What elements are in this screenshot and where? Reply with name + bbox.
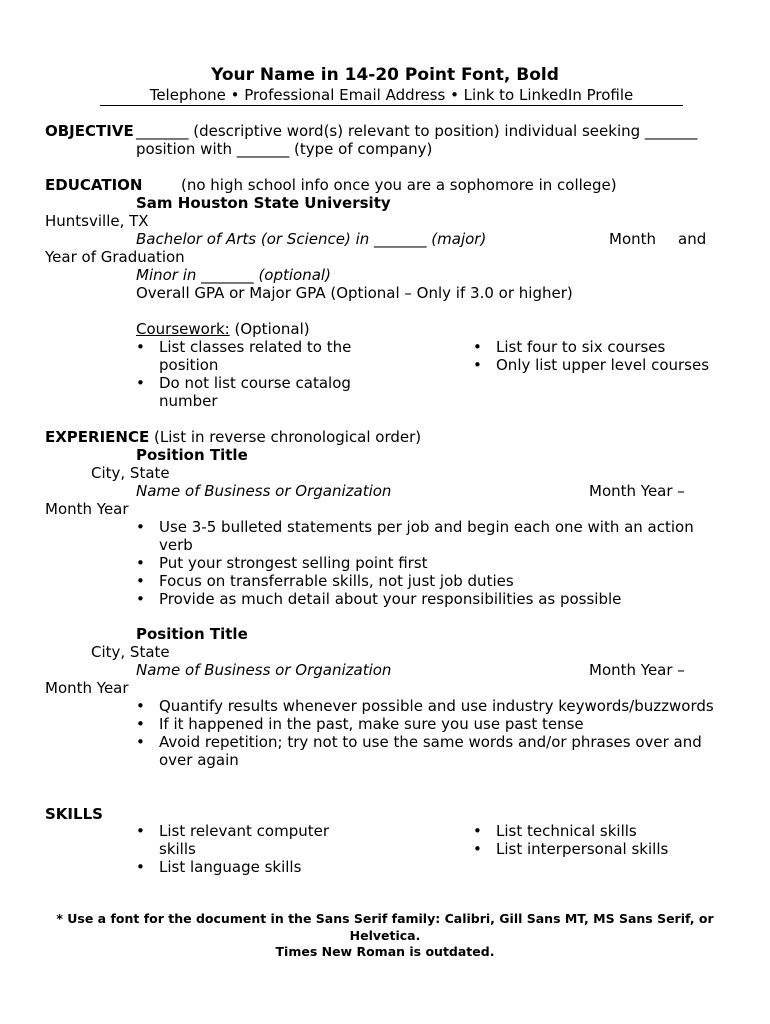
minor: Minor in _______ (optional) — [136, 266, 331, 284]
coursework-note: (Optional) — [229, 320, 310, 338]
job-location: City, State — [91, 464, 170, 482]
school-name: Sam Houston State University — [136, 194, 391, 212]
job-organization: Name of Business or Organization — [136, 482, 392, 500]
graduation-and: and — [678, 230, 707, 248]
job-dates-start: Month Year – — [589, 482, 685, 500]
job-dates-start: Month Year – — [589, 661, 685, 679]
job-1-bullets — [136, 518, 721, 608]
list-item: • List relevant computer skills — [136, 822, 358, 858]
skills-left-list — [136, 822, 358, 876]
experience-heading-line — [45, 428, 421, 446]
job-2-bullets — [136, 697, 721, 769]
list-item: • List language skills — [136, 858, 358, 876]
coursework-label-text: Coursework: — [136, 320, 230, 338]
font-note: * Use a font for the document in the Sans Serif family: Calibri, Gill Sans MT, MS Sans Serif, or Helvetica. — [56, 911, 714, 943]
list-item: • Provide as much detail about your responsibilities as possible — [136, 590, 721, 608]
list-item: • Use 3-5 bulleted statements per job and begin each one with an action verb — [136, 518, 721, 554]
list-item: • Avoid repetition; try not to use the same words and/or phrases over and over again — [136, 733, 721, 769]
objective-line-2: position with _______ (type of company) — [136, 140, 433, 158]
job-dates-end: Month Year — [45, 679, 129, 697]
job-dates-end: Month Year — [45, 500, 129, 518]
objective-heading: OBJECTIVE — [45, 122, 134, 140]
school-location: Huntsville, TX — [45, 212, 149, 230]
list-item: • List technical skills — [473, 822, 733, 840]
gpa: Overall GPA or Major GPA (Optional – Only if 3.0 or higher) — [136, 284, 573, 302]
list-item: • Only list upper level courses — [473, 356, 733, 374]
skills-heading: SKILLS — [45, 805, 103, 823]
experience-heading: EXPERIENCE — [45, 428, 150, 446]
coursework-left-list — [136, 338, 376, 410]
list-item: • If it happened in the past, make sure you use past tense — [136, 715, 721, 733]
list-item: • List interpersonal skills — [473, 840, 733, 858]
degree: Bachelor of Arts (or Science) in _______ (major) — [136, 230, 487, 248]
job-organization: Name of Business or Organization — [136, 661, 392, 679]
skills-right-list — [473, 822, 733, 858]
graduation-month: Month — [609, 230, 657, 248]
education-note: (no high school info once you are a sophomore in college) — [181, 176, 617, 194]
list-item: • Focus on transferrable skills, not just job duties — [136, 572, 721, 590]
font-note-outdated: Times New Roman is outdated. — [275, 944, 495, 959]
graduation-year: Year of Graduation — [45, 248, 185, 266]
objective-line-1: _______ (descriptive word(s) relevant to position) individual seeking _______ — [136, 122, 698, 140]
contact-line: Telephone • Professional Email Address • Link to LinkedIn Profile — [100, 86, 683, 106]
list-item: • List four to six courses — [473, 338, 733, 356]
job-location: City, State — [91, 643, 170, 661]
resume-name: Your Name in 14-20 Point Font, Bold — [211, 65, 559, 85]
job-title: Position Title — [136, 625, 248, 643]
list-item: • Put your strongest selling point first — [136, 554, 721, 572]
experience-note: (List in reverse chronological order) — [149, 428, 422, 446]
list-item: • Do not list course catalog number — [136, 374, 376, 410]
list-item: • Quantify results whenever possible and use industry keywords/buzzwords — [136, 697, 721, 715]
coursework-label — [136, 320, 310, 338]
job-title: Position Title — [136, 446, 248, 464]
list-item: • List classes related to the position — [136, 338, 376, 374]
education-heading: EDUCATION — [45, 176, 143, 194]
coursework-right-list — [473, 338, 733, 374]
